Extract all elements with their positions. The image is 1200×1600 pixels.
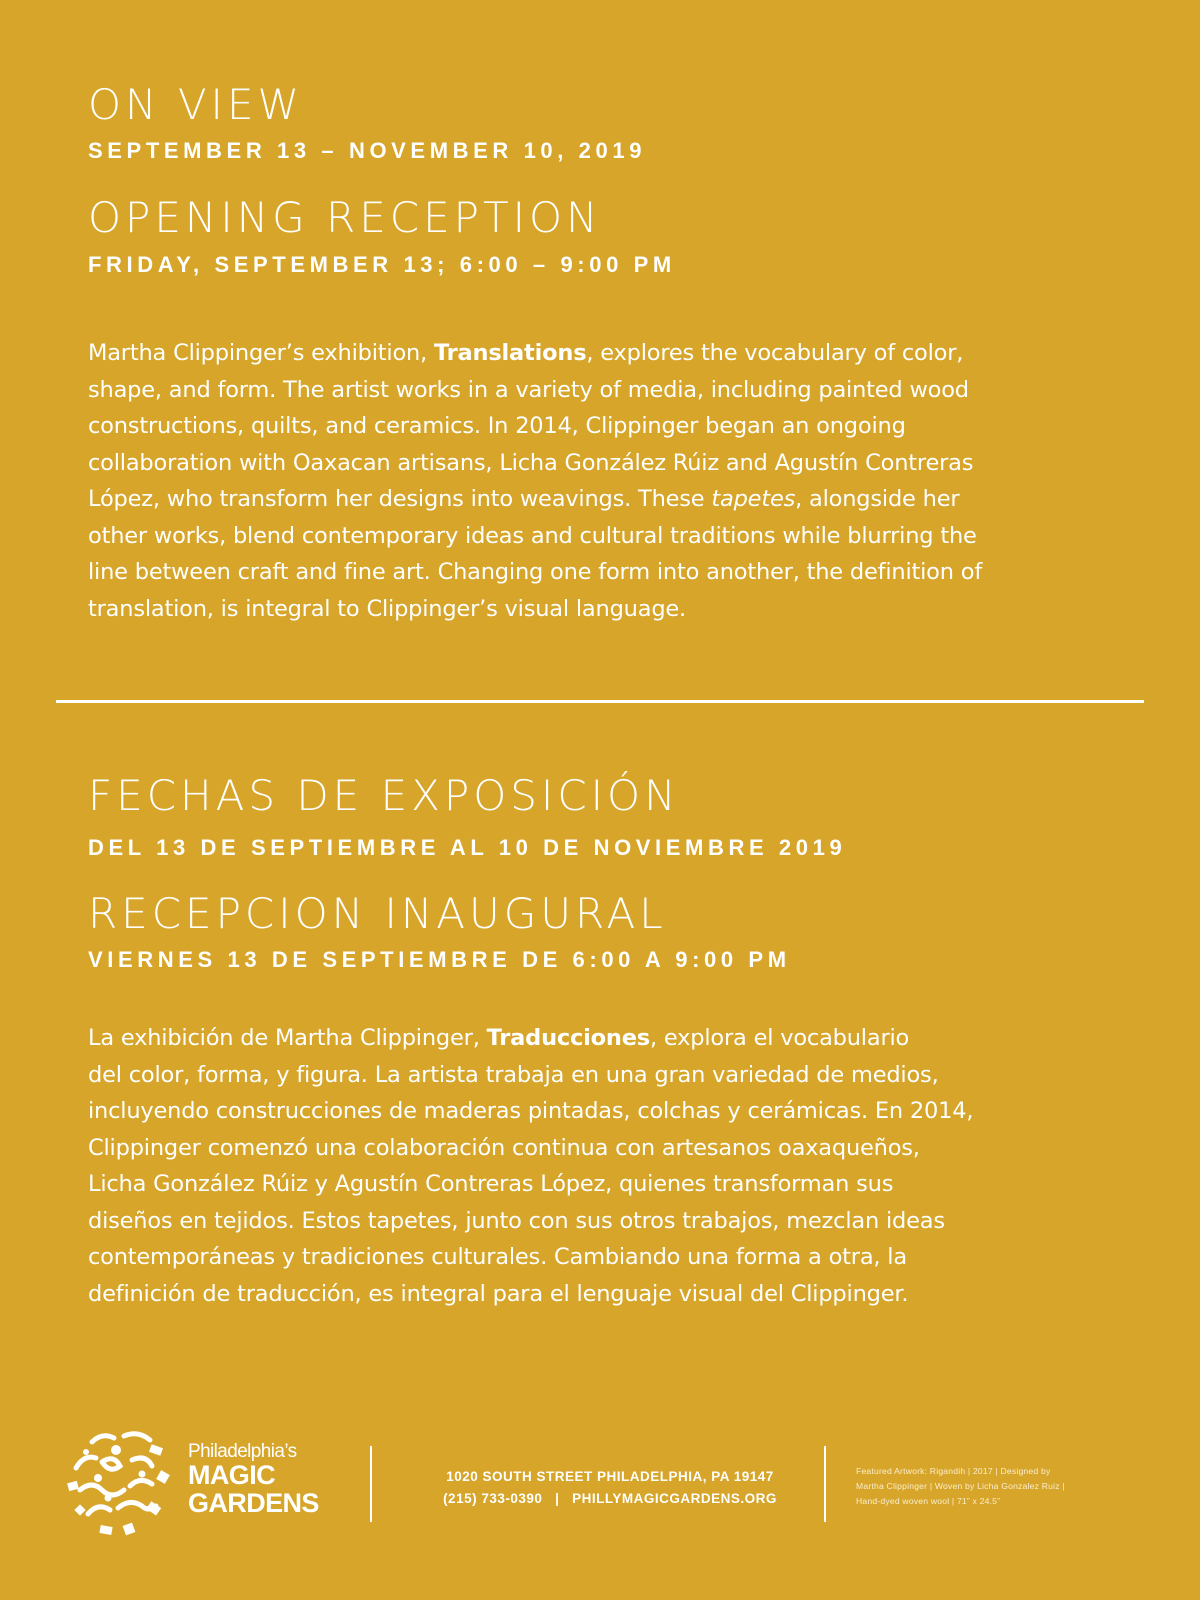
footer-divider-right bbox=[824, 1446, 826, 1522]
paragraph-line bbox=[88, 335, 1128, 372]
text-run: La exhibición de Martha Clippinger, bbox=[88, 1025, 487, 1051]
text-run: Clippinger comenzó una colaboración continua con artesanos oaxaqueños, bbox=[88, 1134, 920, 1161]
spanish-paragraph bbox=[88, 1020, 1128, 1312]
paragraph-line bbox=[88, 1130, 1128, 1167]
section-divider bbox=[56, 700, 1144, 703]
exhibition-title: Translations bbox=[433, 340, 587, 366]
brand-line2: GARDENS bbox=[188, 1488, 319, 1518]
recepcion-datetime-wrap bbox=[88, 949, 1128, 971]
paragraph-line bbox=[88, 481, 1128, 518]
paragraph-line bbox=[88, 1166, 1128, 1203]
artwork-credits bbox=[856, 1464, 1116, 1509]
paragraph-line bbox=[88, 1020, 1128, 1057]
text-run: Martha Clippinger’s exhibition, bbox=[88, 340, 434, 366]
italic-term: tapetes bbox=[711, 486, 796, 512]
paragraph-line bbox=[88, 1239, 1128, 1276]
brand-small: Philadelphia’s bbox=[188, 1441, 297, 1462]
street-address: 1020 SOUTH STREET PHILADELPHIA, PA 19147 bbox=[446, 1469, 774, 1484]
paragraph-line bbox=[88, 1276, 1128, 1313]
on-view-heading: ON VIEW bbox=[88, 80, 304, 129]
text-run: , explores the vocabulary of color, bbox=[586, 340, 964, 366]
on-view-dates-wrap bbox=[88, 140, 1128, 162]
recepcion-datetime: VIERNES 13 DE SEPTIEMBRE DE 6:00 A 9:00 PM bbox=[88, 947, 791, 972]
english-paragraph bbox=[88, 335, 1128, 627]
credit-line: Hand-dyed woven wool | 71” x 24.5” bbox=[856, 1496, 1001, 1506]
fechas-heading: FECHAS DE EXPOSICIÓN bbox=[88, 771, 680, 820]
text-run: shape, and form. The artist works in a variety of media, including painted wood bbox=[88, 376, 969, 403]
text-run: , explora el vocabulario bbox=[650, 1025, 910, 1051]
spanish-section bbox=[88, 771, 1128, 820]
opening-reception-datetime: FRIDAY, SEPTEMBER 13; 6:00 – 9:00 PM bbox=[88, 252, 676, 277]
text-run: incluyendo construcciones de maderas pintadas, colchas y cerámicas. En 2014, bbox=[88, 1098, 974, 1124]
paragraph-line bbox=[88, 1203, 1128, 1240]
fechas-dates: DEL 13 DE SEPTIEMBRE AL 10 DE NOVIEMBRE 2019 bbox=[88, 835, 847, 860]
paragraph-line bbox=[88, 1057, 1128, 1094]
phone-website[interactable]: (215) 733-0390 | PHILLYMAGICGARDENS.ORG bbox=[443, 1491, 777, 1506]
paragraph-line bbox=[88, 408, 1128, 445]
paragraph-line bbox=[88, 554, 1128, 591]
text-run: López, who transform her designs into weavings. These bbox=[88, 486, 712, 512]
recepcion-heading-wrap bbox=[88, 889, 1128, 938]
address-block bbox=[380, 1466, 840, 1510]
text-run: contemporáneas y tradiciones culturales. Cambiando una forma a otra, la bbox=[88, 1244, 907, 1270]
reception-datetime-wrap bbox=[88, 254, 1128, 276]
exhibition-title: Traducciones bbox=[486, 1025, 651, 1051]
paragraph-line bbox=[88, 591, 1128, 628]
credit-line: Martha Clippinger | Woven by Licha Gonzalez Ruiz | bbox=[856, 1481, 1065, 1491]
paragraph-line bbox=[88, 1093, 1128, 1130]
text-run: Licha González Rúiz y Agustín Contreras López, quienes transforman sus bbox=[88, 1171, 894, 1197]
text-run: definición de traducción, es integral para el lenguaje visual del Clippinger. bbox=[88, 1280, 909, 1307]
text-run: , alongside her bbox=[795, 486, 960, 512]
footer bbox=[0, 1420, 1200, 1540]
text-run: collaboration with Oaxacan artisans, Licha González Rúiz and Agustín Contreras bbox=[88, 449, 974, 476]
text-run: constructions, quilts, and ceramics. In 2014, Clippinger began an ongoing bbox=[88, 413, 906, 439]
text-run: line between craft and fine art. Changing one form into another, the definition of bbox=[88, 559, 983, 585]
text-run: del color, forma, y figura. La artista trabaja en una gran variedad de medios, bbox=[88, 1061, 939, 1088]
paragraph-line bbox=[88, 518, 1128, 555]
opening-reception-heading: OPENING RECEPTION bbox=[88, 193, 602, 242]
on-view-dates: SEPTEMBER 13 – NOVEMBER 10, 2019 bbox=[88, 138, 647, 163]
text-run: other works, blend contemporary ideas and cultural traditions while blurring the bbox=[88, 522, 977, 549]
english-section bbox=[88, 80, 1128, 129]
text-run: diseños en tejidos. Estos tapetes, junto con sus otros trabajos, mezclan ideas bbox=[88, 1207, 945, 1234]
reception-heading-wrap bbox=[88, 193, 1128, 242]
brand-name bbox=[188, 1442, 319, 1517]
brand-line1: MAGIC bbox=[188, 1460, 275, 1490]
credit-line: Featured Artwork: Rigandih | 2017 | Designed by bbox=[856, 1466, 1051, 1476]
paragraph-line bbox=[88, 445, 1128, 482]
recepcion-heading: RECEPCION INAUGURAL bbox=[88, 889, 667, 938]
magic-gardens-mosaic-icon bbox=[62, 1422, 182, 1542]
text-run: translation, is integral to Clippinger’s visual language. bbox=[88, 595, 686, 622]
logo[interactable] bbox=[62, 1420, 362, 1540]
fechas-dates-wrap bbox=[88, 837, 1128, 859]
footer-divider-left bbox=[370, 1446, 372, 1522]
paragraph-line bbox=[88, 372, 1128, 409]
